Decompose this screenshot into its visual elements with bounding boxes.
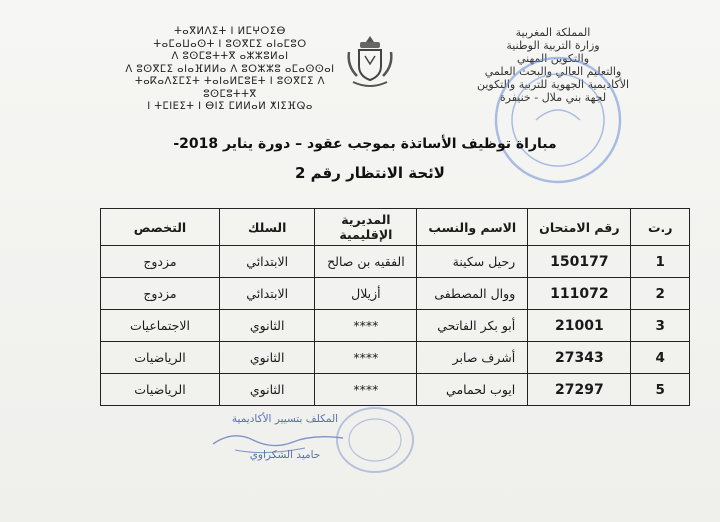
cell-specialty: الاجتماعيات (101, 310, 220, 342)
header-full-name: الاسم والنسب (417, 209, 528, 246)
cell-exam-number: 21001 (528, 310, 631, 342)
cell-full-name: رحيل سكينة (417, 246, 528, 278)
cell-specialty: مزدوج (101, 278, 220, 310)
official-stamp-icon (478, 40, 638, 200)
cell-directorate: الفقيه بن صالح (315, 246, 417, 278)
cell-full-name: ووال المصطفى (417, 278, 528, 310)
cell-exam-number: 27343 (528, 342, 631, 374)
arabic-header-line: وزارة التربية الوطنية (506, 39, 600, 52)
cell-specialty: الرياضيات (101, 342, 220, 374)
signatory-role: المكلف بتسيير الأكاديمية (231, 413, 339, 425)
cell-directorate: أزيلال (315, 278, 417, 310)
cell-directorate: **** (315, 342, 417, 374)
tifinagh-line: ⴷ ⵓⵙⵎⵓⵜⵜⴳ ⴰⵣⵣⵓⵍⴰⵏ (171, 51, 289, 62)
cell-corps: الثانوي (219, 342, 314, 374)
arabic-header-line: المملكة المغربية (515, 26, 591, 39)
header-exam-number: رقم الامتحان (528, 209, 631, 246)
tifinagh-line: ⵜⴰⵎⴰⵡⴰⵙⵜ ⵏ ⵓⵙⴳⵎⵉ ⴰⵏⴰⵎⵓⵔ (153, 38, 307, 50)
cell-full-name: أبو بكر الفاتحي (417, 310, 528, 342)
arabic-header-line: لجهة بني ملال - خنيفرة (499, 91, 607, 104)
cell-idx: 3 (631, 310, 690, 342)
cell-idx: 1 (631, 246, 690, 278)
header-specialty: التخصص (101, 209, 220, 246)
header-directorate: المديرية الإقليمية (315, 209, 417, 246)
arabic-header-line: والتكوين المهني (516, 52, 590, 65)
signatory-name: حاميد الشكراوي (249, 449, 321, 461)
cell-corps: الابتدائي (219, 246, 314, 278)
cell-directorate: **** (315, 310, 417, 342)
table-row (101, 310, 690, 342)
cell-specialty: مزدوج (101, 246, 220, 278)
arabic-header-line: الأكاديمية الجهوية للتربية والتكوين (476, 78, 630, 91)
header-idx: ر.ت (631, 209, 690, 246)
signature-stamp-icon (330, 400, 420, 480)
cell-directorate: **** (315, 374, 417, 406)
tifinagh-line: ⵜⴰⴳⵍⴷⵉⵜ ⵏ ⵍⵎⵖⵔⵉⴱ (174, 26, 286, 37)
cell-idx: 4 (631, 342, 690, 374)
cell-exam-number: 27297 (528, 374, 631, 406)
table-row (101, 342, 690, 374)
document-title: مباراة توظيف الأساتذة بموجب عقود – دورة يناير 2018- (173, 136, 557, 152)
header-corps: السلك (219, 209, 314, 246)
table-row (101, 246, 690, 278)
cell-exam-number: 150177 (528, 246, 631, 278)
arabic-header-line: والتعليم العالي والبحث العلمي (484, 65, 622, 78)
tifinagh-line: ⵜⴰⴽⴰⴷⵉⵎⵉⵜ ⵜⴰⵏⴰⵍⵎⵓⴹⵜ ⵏ ⵓⵙⴳⵎⵉ ⴷ ⵓⵙⵎⵓⵜⵜⴳ (135, 76, 325, 100)
tifinagh-line: ⵏ ⵜⵎⵏⴹⵉⵜ ⵏ ⴱⵏⵉ ⵎⵍⵍⴰⵍ ⵅⵏⵉⴼⵕⴰ (147, 101, 313, 112)
waiting-list-table (100, 208, 690, 406)
table-row (101, 278, 690, 310)
cell-full-name: ايوب لحمامي (417, 374, 528, 406)
cell-full-name: أشرف صابر (417, 342, 528, 374)
cell-exam-number: 111072 (528, 278, 631, 310)
cell-corps: الابتدائي (219, 278, 314, 310)
document-subtitle: لائحة الانتظار رقم 2 (295, 164, 445, 182)
cell-corps: الثانوي (219, 310, 314, 342)
cell-idx: 5 (631, 374, 690, 406)
cell-specialty: الرياضيات (101, 374, 220, 406)
tifinagh-line: ⴷ ⵓⵙⴳⵎⵉ ⴰⵏⴰⴼⵍⵍⴰ ⴷ ⵓⵔⵣⵣⵓ ⴰⵎⴰⵙⵙⴰⵏ (125, 63, 335, 75)
tifinagh-header (110, 26, 350, 114)
table-header-row (101, 209, 690, 246)
coat-of-arms-icon (343, 32, 397, 90)
cell-corps: الثانوي (219, 374, 314, 406)
cell-idx: 2 (631, 278, 690, 310)
